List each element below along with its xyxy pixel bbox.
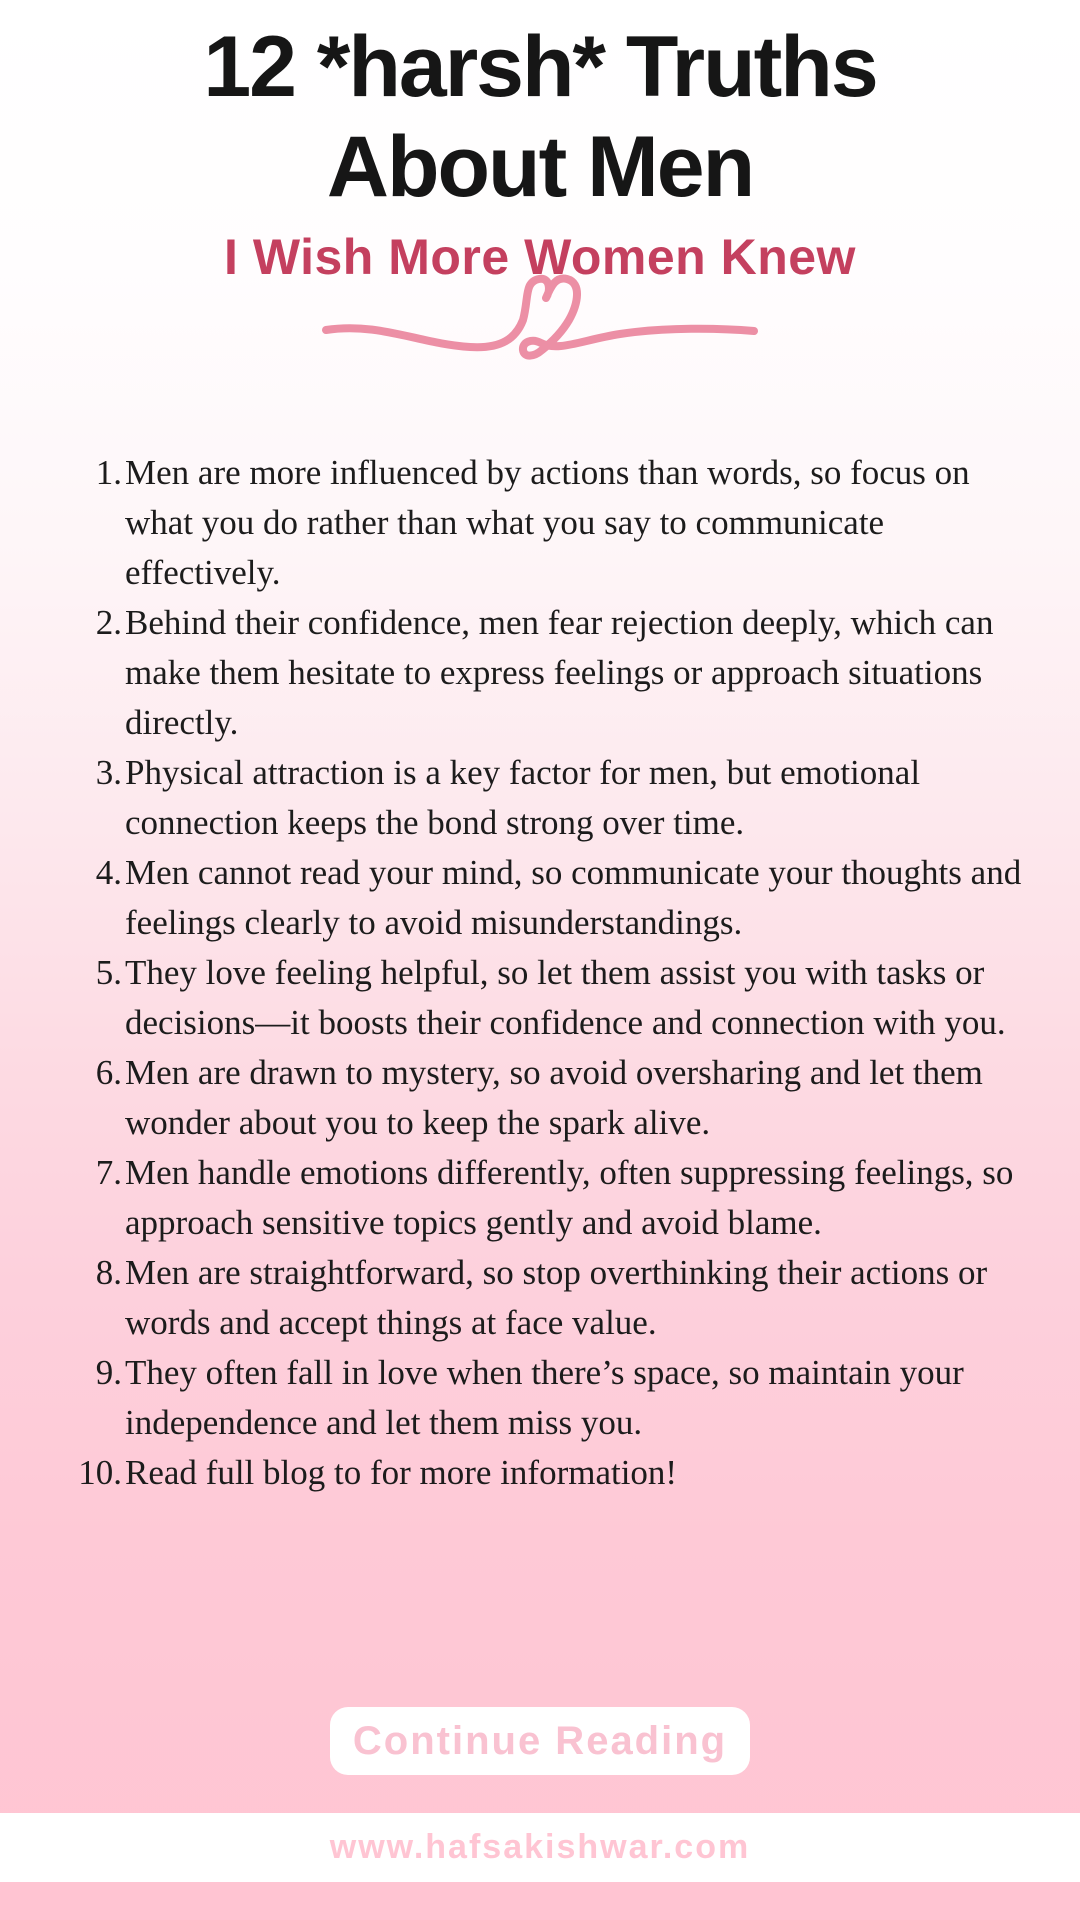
title-line-2: About Men — [326, 118, 754, 215]
header — [0, 0, 1080, 285]
page-title — [0, 0, 1080, 218]
list-item — [74, 1048, 1024, 1148]
title-line-1: 12 *harsh* Truths — [203, 19, 877, 115]
heart-squiggle-icon — [320, 270, 760, 360]
truths-list — [74, 448, 1024, 1498]
list-item-text: Men cannot read your mind, so communicate your thoughts and feelings clearly to avoid misunderstandings. — [125, 853, 1022, 942]
page-subtitle: I Wish More Women Knew — [224, 228, 856, 285]
list-item — [74, 1148, 1024, 1248]
list-item-number: 1. — [95, 453, 122, 492]
list-item-text: Read full blog to for more information! — [125, 1453, 678, 1492]
list-item-number: 9. — [95, 1353, 122, 1392]
list-item-number: 8. — [95, 1253, 122, 1292]
list-item — [74, 848, 1024, 948]
list-item-number: 7. — [95, 1153, 122, 1192]
list-item-number: 4. — [95, 853, 122, 892]
list-item-number: 2. — [95, 603, 122, 642]
list-item-number: 6. — [95, 1053, 122, 1092]
list-item-text: They love feeling helpful, so let them assist you with tasks or decisions—it boosts their confidence and connection with you. — [125, 953, 1006, 1042]
list-item-text: Behind their confidence, men fear rejection deeply, which can make them hesitate to express feelings or approach situations directly. — [125, 603, 994, 742]
list-item-number: 3. — [95, 753, 122, 792]
list-item-text: Men are straightforward, so stop overthinking their actions or words and accept things at face value. — [125, 1253, 988, 1342]
list-item-text: Men are drawn to mystery, so avoid oversharing and let them wonder about you to keep the spark alive. — [125, 1053, 983, 1142]
footer-band — [0, 1813, 1080, 1882]
list-item — [74, 448, 1024, 598]
list-item — [74, 1348, 1024, 1448]
list-item — [74, 1448, 1024, 1498]
list-item-text: Men are more influenced by actions than words, so focus on what you do rather than what you say to communicate effectively. — [125, 453, 970, 592]
list-item-number: 10. — [78, 1453, 122, 1492]
list-item-number: 5. — [95, 953, 122, 992]
list-item-text: Physical attraction is a key factor for men, but emotional connection keeps the bond strong over time. — [125, 753, 921, 842]
continue-reading-button[interactable]: Continue Reading — [330, 1707, 750, 1775]
list-item-text: They often fall in love when there’s space, so maintain your independence and let them miss you. — [125, 1353, 964, 1442]
list-item — [74, 1248, 1024, 1348]
list-item — [74, 598, 1024, 748]
website-url[interactable]: www.hafsakishwar.com — [329, 1828, 751, 1866]
list-item-text: Men handle emotions differently, often suppressing feelings, so approach sensitive topics gently and avoid blame. — [125, 1153, 1014, 1242]
list-item — [74, 948, 1024, 1048]
list-item — [74, 748, 1024, 848]
